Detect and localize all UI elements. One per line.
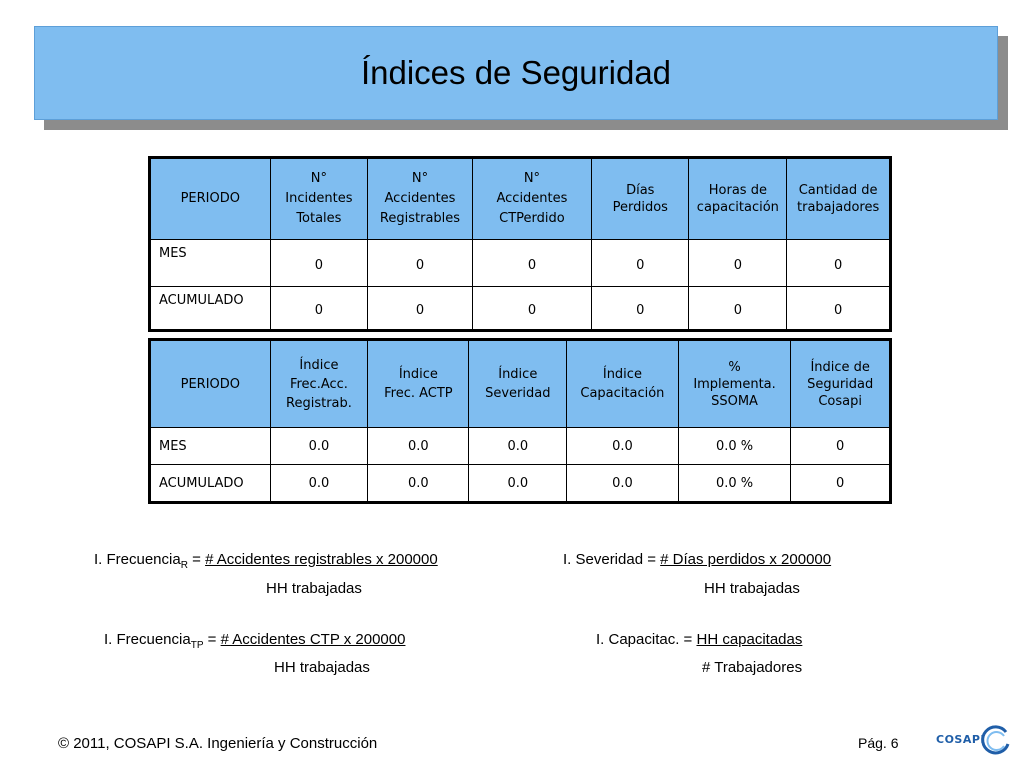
table-cell: 0.0 bbox=[469, 428, 567, 465]
page-number: Pág. 6 bbox=[858, 735, 899, 751]
formula-frecuencia-tp: I. Frecuencia$_{TP}$ = # Accidentes CTP x 200000 bbox=[104, 631, 406, 651]
header-periodo: PERIODO bbox=[150, 340, 271, 428]
header-indice-seguridad-cosapi: Índice de Seguridad Cosapi bbox=[791, 340, 891, 428]
header-horas-capacitacion: Horas de capacitación bbox=[689, 158, 787, 240]
formula-numerator: # Días perdidos x 200000 bbox=[660, 551, 832, 568]
row-label: ACUMULADO bbox=[150, 287, 271, 331]
header-accidentes-ctp: N° Accidentes CTPerdido bbox=[472, 158, 591, 240]
logo-ring-icon bbox=[978, 724, 1012, 756]
table-cell: 0 bbox=[689, 240, 787, 287]
title-banner bbox=[34, 26, 998, 120]
formula-capacitacion: I. Capacitac. = HH capacitadas bbox=[596, 631, 803, 648]
table-cell: 0.0 bbox=[270, 428, 368, 465]
table-cell: 0 bbox=[791, 465, 891, 503]
header-incidentes-totales: N° Incidentes Totales bbox=[270, 158, 368, 240]
indices-table-header-row bbox=[150, 340, 891, 428]
header-implementa-ssoma: % Implementa. SSOMA bbox=[678, 340, 791, 428]
formula-denominator: HH trabajadas bbox=[274, 659, 370, 676]
table-cell: 0.0 % bbox=[678, 428, 791, 465]
table-row bbox=[150, 428, 891, 465]
cosapi-logo bbox=[936, 722, 1014, 758]
header-indice-frec-actp: Índice Frec. ACTP bbox=[368, 340, 469, 428]
header-indice-severidad: Índice Severidad bbox=[469, 340, 567, 428]
formula-numerator: # Accidentes CTP x 200000 bbox=[220, 631, 406, 648]
formula-denominator: HH trabajadas bbox=[704, 580, 800, 597]
row-label: MES bbox=[150, 428, 271, 465]
table-cell: 0 bbox=[689, 287, 787, 331]
table-row bbox=[150, 287, 891, 331]
counts-table bbox=[148, 156, 892, 332]
copyright: © 2011, COSAPI S.A. Ingeniería y Construcción bbox=[58, 735, 378, 752]
header-accidentes-registrables: N° Accidentes Registrables bbox=[368, 158, 473, 240]
table-row bbox=[150, 240, 891, 287]
table-cell: 0 bbox=[270, 240, 368, 287]
table-cell: 0 bbox=[791, 428, 891, 465]
table-cell: 0 bbox=[368, 240, 473, 287]
row-label: ACUMULADO bbox=[150, 465, 271, 503]
table-cell: 0.0 % bbox=[678, 465, 791, 503]
formula-denominator: HH trabajadas bbox=[266, 580, 362, 597]
indices-table bbox=[148, 338, 892, 504]
table-cell: 0 bbox=[270, 287, 368, 331]
formula-frecuencia-r: I. Frecuencia$_R$ = # Accidentes registrables x 200000 bbox=[94, 551, 438, 571]
page-title: Índices de Seguridad bbox=[360, 54, 672, 91]
table-cell: 0 bbox=[787, 287, 891, 331]
formula-numerator: HH capacitadas bbox=[696, 631, 803, 648]
table-cell: 0.0 bbox=[270, 465, 368, 503]
formula-denominator: # Trabajadores bbox=[702, 659, 803, 676]
table-cell: 0.0 bbox=[567, 465, 679, 503]
table-cell: 0.0 bbox=[368, 465, 469, 503]
header-cantidad-trabajadores: Cantidad de trabajadores bbox=[787, 158, 891, 240]
table-cell: 0 bbox=[592, 240, 689, 287]
table-cell: 0 bbox=[787, 240, 891, 287]
header-indice-capacitacion: Índice Capacitación bbox=[567, 340, 679, 428]
row-label: MES bbox=[150, 240, 271, 287]
table-cell: 0.0 bbox=[469, 465, 567, 503]
table-cell: 0.0 bbox=[567, 428, 679, 465]
logo-text: COSAPI bbox=[936, 733, 986, 746]
header-indice-frec-acc: Índice Frec.Acc. Registrab. bbox=[270, 340, 368, 428]
header-dias-perdidos: Días Perdidos bbox=[592, 158, 689, 240]
counts-table-header-row bbox=[150, 158, 891, 240]
formula-severidad: I. Severidad = # Días perdidos x 200000 bbox=[563, 551, 832, 568]
table-cell: 0.0 bbox=[368, 428, 469, 465]
table-row bbox=[150, 465, 891, 503]
table-cell: 0 bbox=[592, 287, 689, 331]
formula-numerator: # Accidentes registrables x 200000 bbox=[205, 551, 438, 568]
table-cell: 0 bbox=[472, 287, 591, 331]
table-cell: 0 bbox=[472, 240, 591, 287]
table-cell: 0 bbox=[368, 287, 473, 331]
header-periodo: PERIODO bbox=[150, 158, 271, 240]
